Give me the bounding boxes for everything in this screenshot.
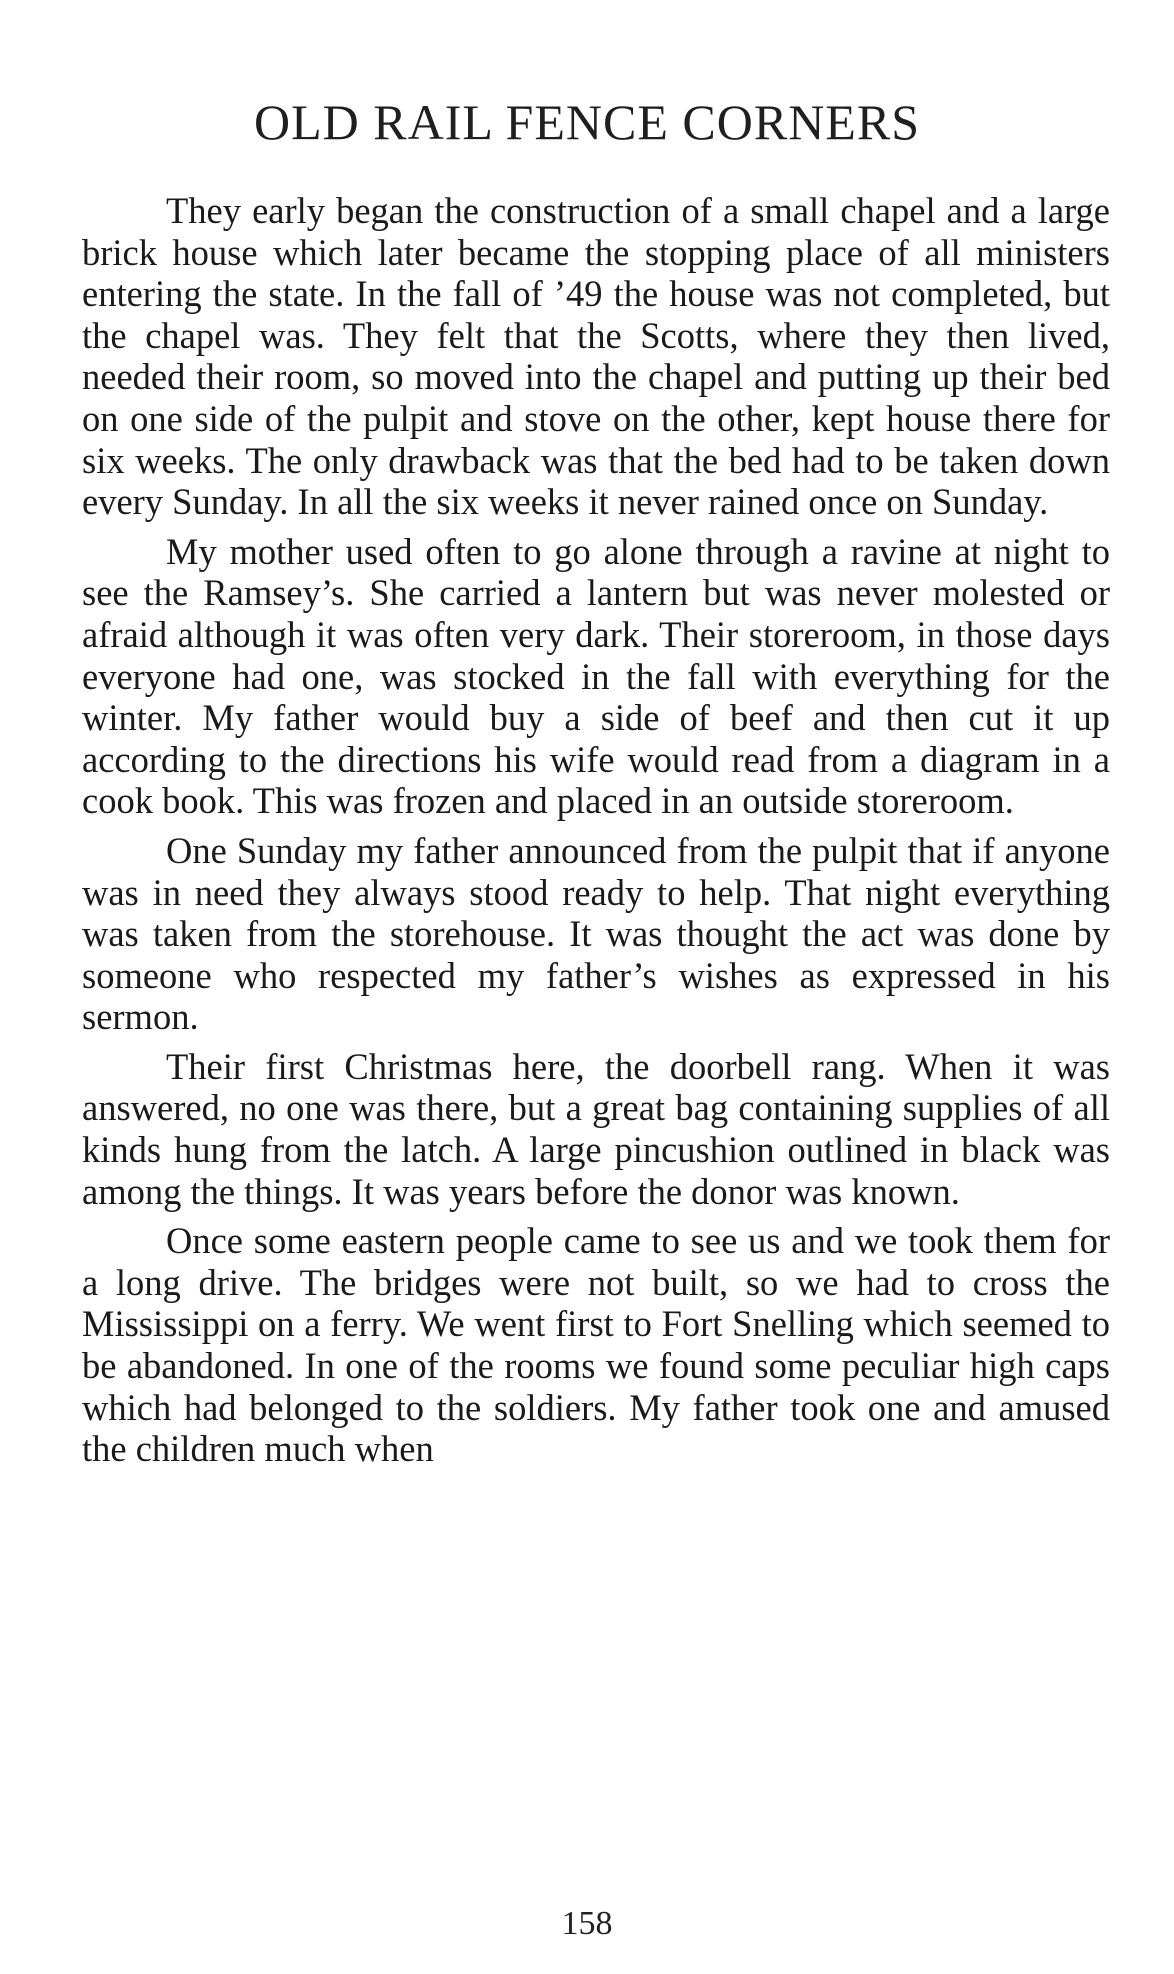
paragraph-storeroom: My mother used often to go alone through a ravine at night to see the Ramsey’s. She carried a lantern but was never molested or afraid although it was often very dark. Their storeroom, in those days everyone had one, was stocked in the fall with everything for the winter. My father would buy a side of beef and then cut it up according to the directions his wife would read from a diagram in a cook book. This was frozen and placed in an outside storeroom. xyxy=(82,530,1110,822)
paragraph-sermon: One Sunday my father announced from the pulpit that if anyone was in need they always stood ready to help. That night everything was taken from the storehouse. It was thought the act was done by someone who respected my father’s wishes as expressed in his sermon. xyxy=(82,829,1110,1038)
page-body xyxy=(82,190,1110,1470)
paragraph-christmas: Their first Christmas here, the doorbell rang. When it was answered, no one was there, but a great bag containing supplies of all kinds hung from the latch. A large pincushion outlined in black was among the things. It was years before the donor was known. xyxy=(82,1045,1110,1212)
page-number: 158 xyxy=(561,1905,613,1942)
paragraph-chapel: They early began the construction of a small chapel and a large brick house which later became the stopping place of all ministers entering the state. In the fall of ’49 the house was not completed, but the chapel was. They felt that the Scotts, where they then lived, needed their room, so moved into the chapel and putting up their bed on one side of the pulpit and stove on the other, kept house there for six weeks. The only drawback was that the bed had to be taken down every Sunday. In all the six weeks it never rained once on Sunday. xyxy=(82,190,1110,523)
paragraph-fort-snelling: Once some eastern people came to see us and we took them for a long drive. The bridges were not built, so we had to cross the Mississippi on a ferry. We went first to Fort Snelling which seemed to be abandoned. In one of the rooms we found some peculiar high caps which had belonged to the soldiers. My father took one and amused the children much when xyxy=(82,1220,1110,1470)
page-title: OLD RAIL FENCE CORNERS xyxy=(253,94,921,150)
